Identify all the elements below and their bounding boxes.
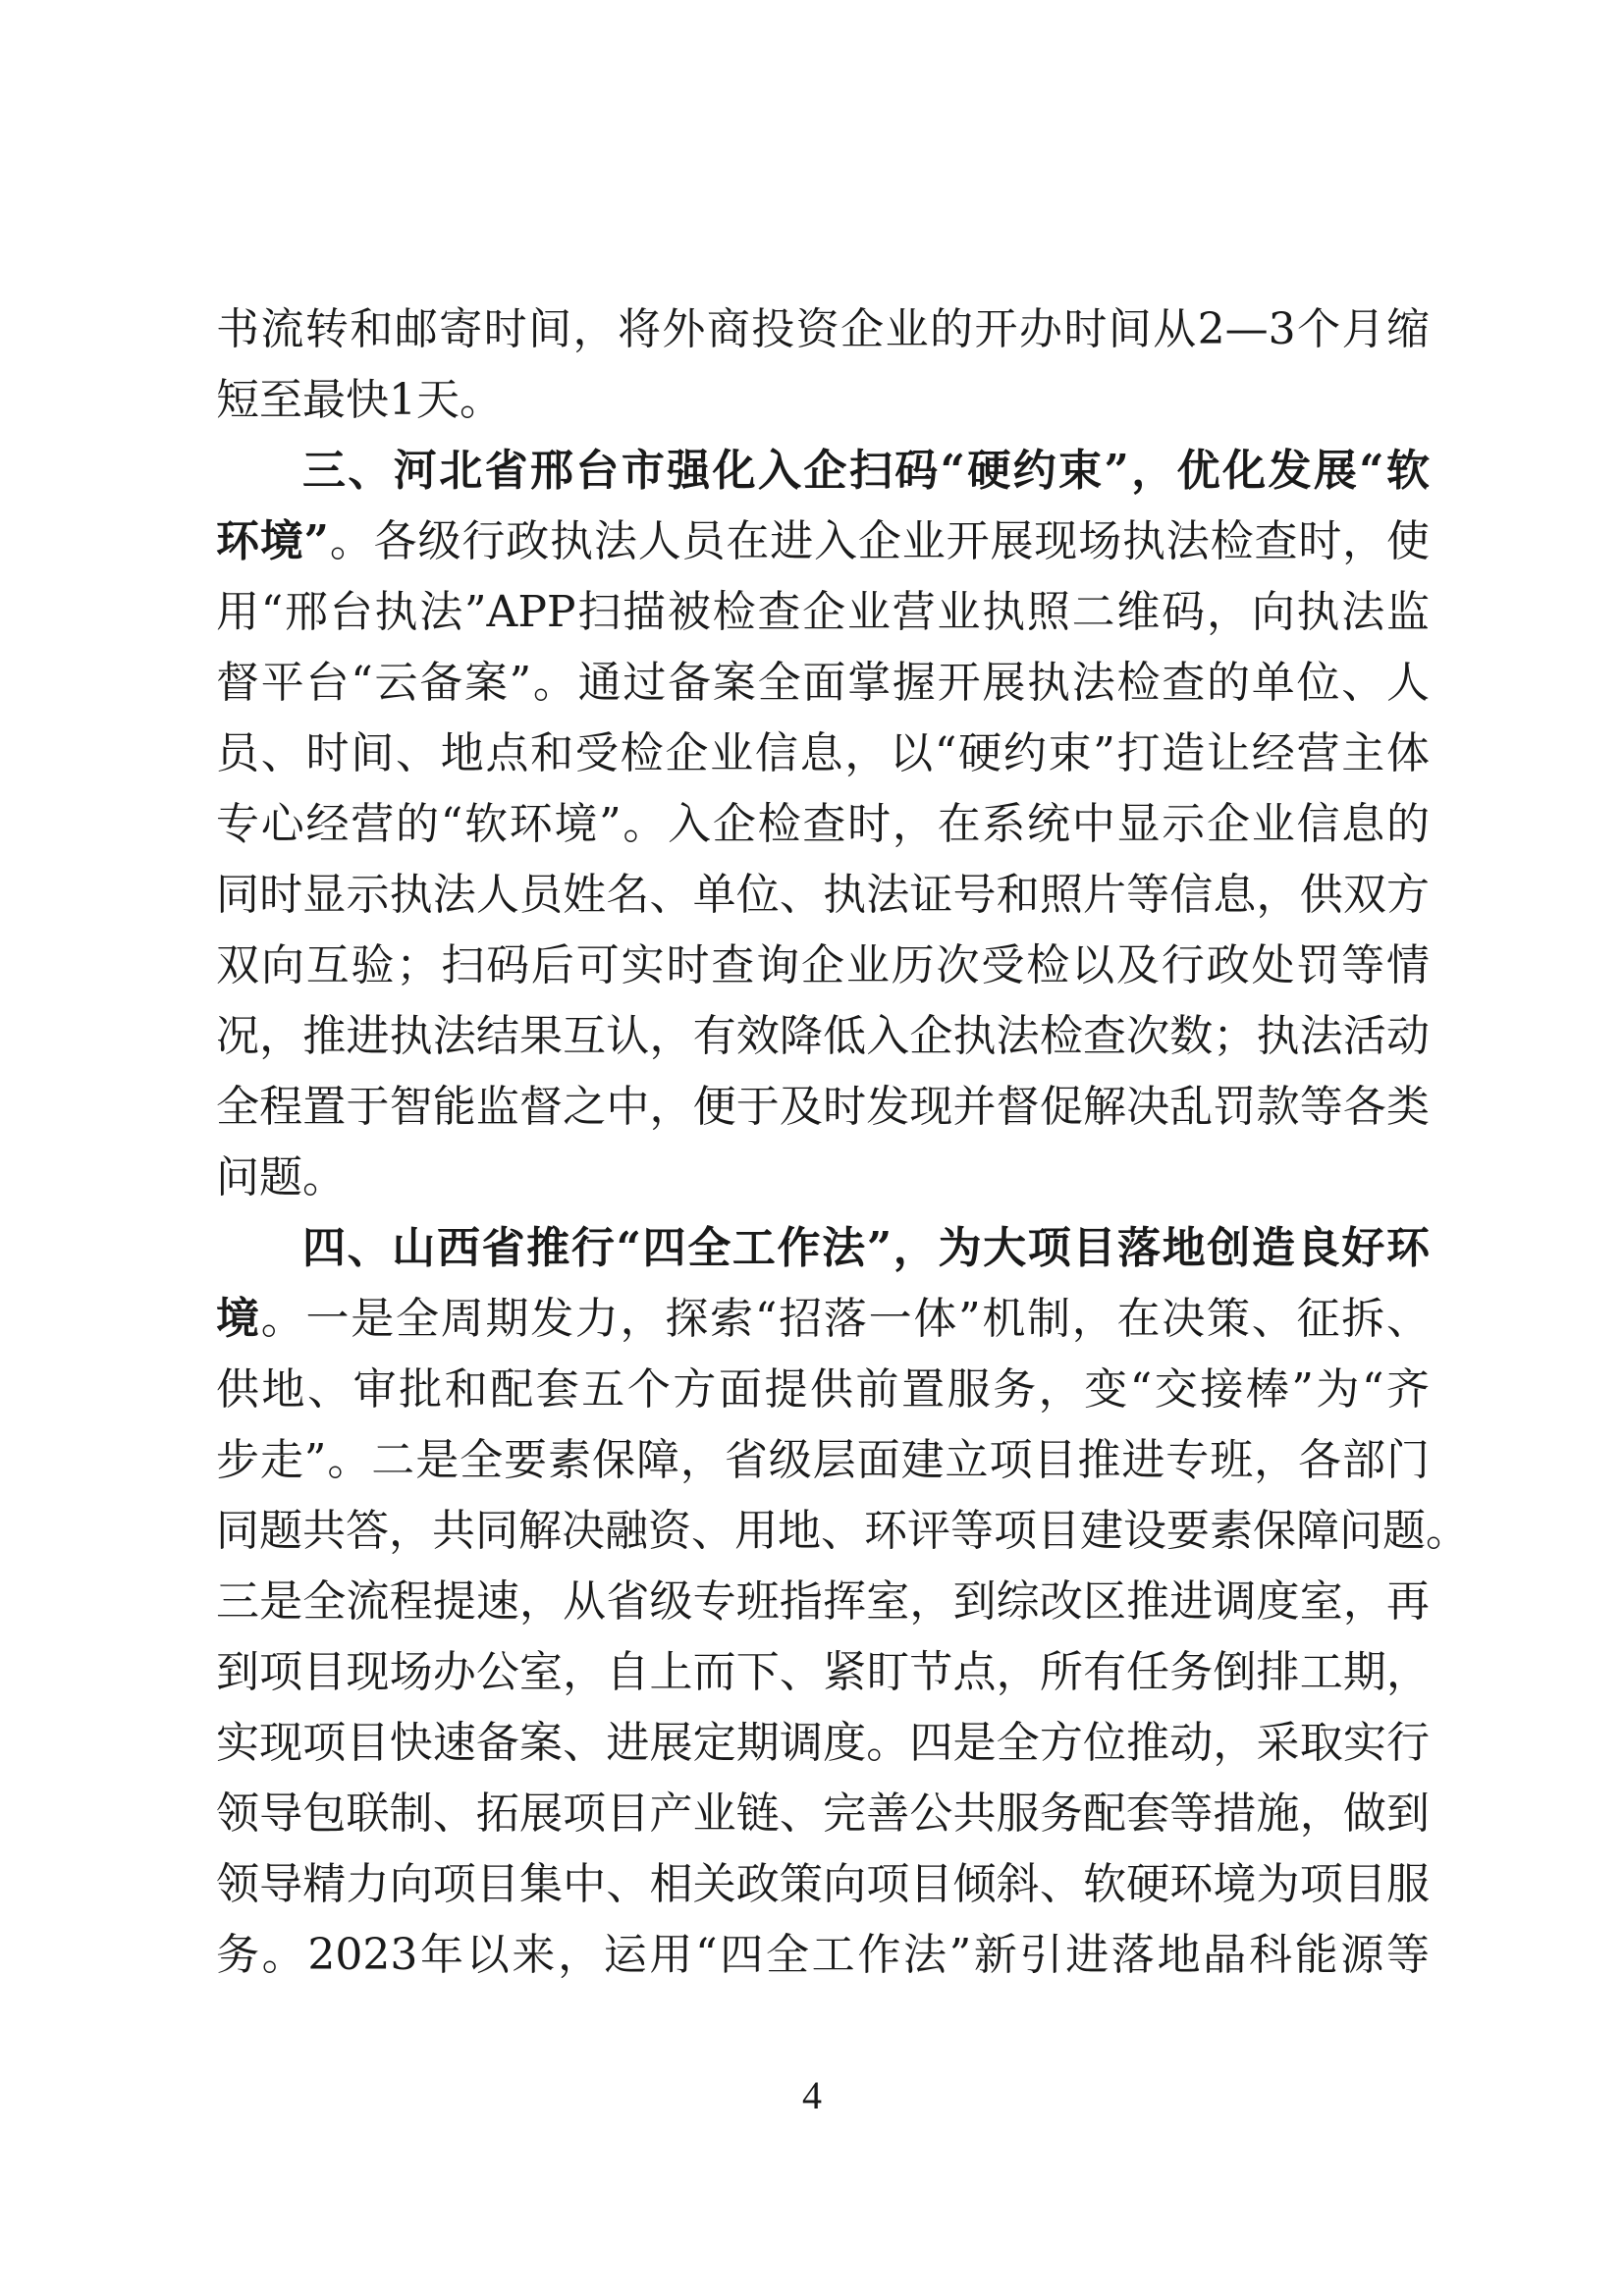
text-line: 况，推进执法结果互认，有效降低入企执法检查次数；执法活动 [216, 1011, 1430, 1061]
text-line: 问题。 [216, 1152, 346, 1202]
text-line: 步走”。二是全要素保障，省级层面建立项目推进专班，各部门 [216, 1435, 1430, 1485]
text-line: 同时显示执法人员姓名、单位、执法证号和照片等信息，供双方 [216, 870, 1430, 920]
text-line: 三是全流程提速，从省级专班指挥室，到综改区推进调度室，再 [216, 1576, 1430, 1627]
text-line [216, 507, 1430, 577]
section-four-heading-end: 境 [216, 1294, 261, 1344]
section-three-text-start: 。各级行政执法人员在进入企业开展现场执法检查时，使 [329, 516, 1431, 566]
text-line: 全程置于智能监督之中，便于及时发现并督促解决乱罚款等各类 [216, 1082, 1430, 1132]
text-line [216, 1284, 1430, 1355]
text-line: 督平台“云备案”。通过备案全面掌握开展执法检查的单位、人 [216, 658, 1430, 708]
text-line: 领导包联制、拓展项目产业链、完善公共服务配套等措施，做到 [216, 1789, 1430, 1839]
text-line: 供地、审批和配套五个方面提供前置服务，变“交接棒”为“齐 [216, 1364, 1430, 1415]
section-three-heading: 三、河北省邢台市强化入企扫码“硬约束”，优化发展“软 [302, 446, 1430, 496]
section-four-text-start: 。一是全周期发力，探索“招落一体”机制，在决策、征拆、 [260, 1294, 1430, 1344]
text-line: 员、时间、地点和受检企业信息，以“硬约束”打造让经营主体 [216, 728, 1430, 778]
section-four-heading: 四、山西省推行“四全工作法”，为大项目落地创造良好环 [302, 1223, 1430, 1273]
text-line: 短至最快1天。 [216, 375, 503, 425]
section-four [216, 1213, 1469, 1991]
text-line: 专心经营的“软环境”。入企检查时，在系统中显示企业信息的 [216, 799, 1430, 849]
document-body [216, 294, 1469, 1991]
section-three-heading-end: 环境” [216, 516, 329, 566]
text-line: 书流转和邮寄时间，将外商投资企业的开办时间从2—3个月缩 [216, 304, 1430, 354]
section-three [216, 436, 1430, 1213]
text-line: 用“邢台执法”APP扫描被检查企业营业执照二维码，向执法监 [216, 587, 1430, 637]
text-line: 领导精力向项目集中、相关政策向项目倾斜、软硬环境为项目服 [216, 1859, 1430, 1909]
text-line: 务。2023年以来，运用“四全工作法”新引进落地晶科能源等 [216, 1930, 1430, 1980]
page-number: 4 [802, 2073, 822, 2117]
text-line: 到项目现场办公室，自上而下、紧盯节点，所有任务倒排工期， [216, 1647, 1430, 1697]
text-line: 双向互验；扫码后可实时查询企业历次受检以及行政处罚等情 [216, 940, 1430, 990]
paragraph-continuation [216, 294, 1430, 436]
text-line: 同题共答，共同解决融资、用地、环评等项目建设要素保障问题。 [216, 1506, 1469, 1556]
text-line: 实现项目快速备案、进展定期调度。四是全方位推动，采取实行 [216, 1718, 1430, 1768]
